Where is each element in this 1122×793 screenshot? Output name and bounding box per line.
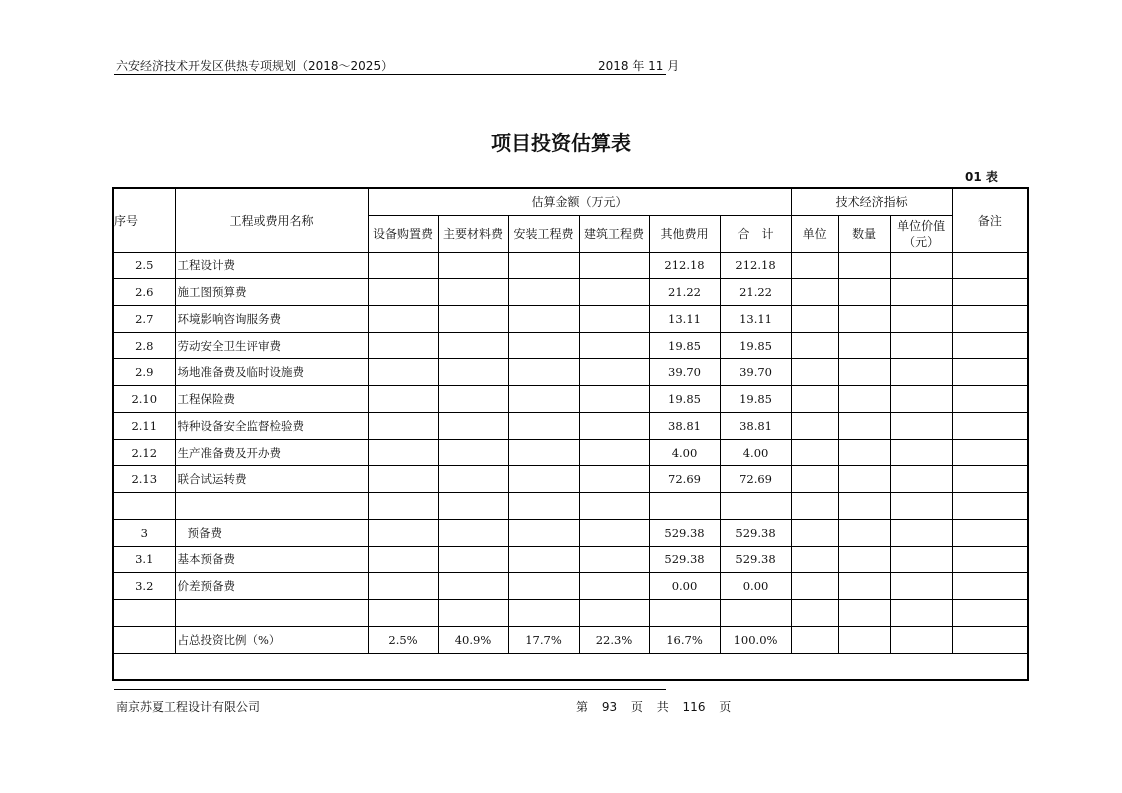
row-seq: 2.7 [113, 305, 175, 332]
column-header-unit-value: 单位价值（元） [890, 215, 952, 252]
row-construction [579, 386, 649, 413]
row-remark [952, 252, 1028, 279]
table-row [113, 600, 1028, 627]
row-installation [508, 359, 579, 386]
row-unit-value [890, 279, 952, 306]
row-other-fees [649, 600, 720, 627]
row-unit-value [890, 439, 952, 466]
table-row [113, 466, 1028, 493]
ratio-construction: 22.3% [579, 626, 649, 653]
row-quantity [838, 332, 890, 359]
row-other-fees: 21.22 [649, 279, 720, 306]
column-header-materials: 主要材料费 [438, 215, 508, 252]
investment-estimate-table [112, 187, 1029, 681]
row-quantity [838, 600, 890, 627]
row-materials [438, 412, 508, 439]
row-unit-value [890, 600, 952, 627]
row-materials [438, 439, 508, 466]
header-date: 2018 年 11 月 [598, 59, 680, 73]
row-construction [579, 573, 649, 600]
table-row [113, 519, 1028, 546]
row-other-fees [649, 493, 720, 520]
row-unit [791, 252, 838, 279]
row-other-fees: 19.85 [649, 332, 720, 359]
column-header-unit: 单位 [791, 215, 838, 252]
row-equipment [368, 519, 438, 546]
row-unit [791, 600, 838, 627]
row-seq: 2.9 [113, 359, 175, 386]
row-unit [791, 412, 838, 439]
row-equipment [368, 493, 438, 520]
row-materials [438, 519, 508, 546]
row-name: 预备费 [175, 519, 368, 546]
row-construction [579, 466, 649, 493]
row-remark [952, 279, 1028, 306]
row-materials [438, 359, 508, 386]
column-header-total: 合 计 [720, 215, 791, 252]
row-other-fees: 0.00 [649, 573, 720, 600]
row-total: 0.00 [720, 573, 791, 600]
row-total: 39.70 [720, 359, 791, 386]
row-remark [952, 546, 1028, 573]
row-name: 环境影响咨询服务费 [175, 305, 368, 332]
column-group-tech-index: 技术经济指标 [791, 188, 952, 215]
row-remark [952, 386, 1028, 413]
row-installation [508, 305, 579, 332]
table-row [113, 386, 1028, 413]
row-quantity [838, 573, 890, 600]
ratio-row-seq [113, 626, 175, 653]
row-unit-value [890, 493, 952, 520]
row-construction [579, 600, 649, 627]
row-total: 21.22 [720, 279, 791, 306]
row-unit-value [890, 466, 952, 493]
row-materials [438, 252, 508, 279]
row-materials [438, 305, 508, 332]
row-equipment [368, 386, 438, 413]
row-seq [113, 600, 175, 627]
row-unit [791, 386, 838, 413]
row-installation [508, 493, 579, 520]
row-quantity [838, 279, 890, 306]
row-name: 施工图预算费 [175, 279, 368, 306]
row-other-fees: 212.18 [649, 252, 720, 279]
row-unit [791, 493, 838, 520]
row-construction [579, 252, 649, 279]
row-quantity [838, 546, 890, 573]
row-unit-value [890, 332, 952, 359]
row-installation [508, 252, 579, 279]
row-seq: 2.13 [113, 466, 175, 493]
row-materials [438, 332, 508, 359]
row-quantity [838, 412, 890, 439]
row-seq: 2.5 [113, 252, 175, 279]
row-name: 劳动安全卫生评审费 [175, 332, 368, 359]
ratio-unit-value [890, 626, 952, 653]
row-name: 基本预备费 [175, 546, 368, 573]
column-header-equipment: 设备购置费 [368, 215, 438, 252]
row-materials [438, 279, 508, 306]
table-row [113, 279, 1028, 306]
row-materials [438, 573, 508, 600]
row-installation [508, 546, 579, 573]
table-row [113, 332, 1028, 359]
row-unit-value [890, 359, 952, 386]
row-materials [438, 386, 508, 413]
row-construction [579, 493, 649, 520]
ratio-row [113, 626, 1028, 653]
row-seq: 2.6 [113, 279, 175, 306]
column-header-remark: 备注 [952, 188, 1028, 252]
row-equipment [368, 600, 438, 627]
row-seq: 2.10 [113, 386, 175, 413]
row-construction [579, 439, 649, 466]
row-quantity [838, 466, 890, 493]
row-quantity [838, 519, 890, 546]
ratio-equipment: 2.5% [368, 626, 438, 653]
row-unit [791, 466, 838, 493]
row-installation [508, 573, 579, 600]
header-document-title: 六安经济技术开发区供热专项规划（2018～2025） [116, 59, 394, 73]
column-header-construction: 建筑工程费 [579, 215, 649, 252]
row-total: 13.11 [720, 305, 791, 332]
table-number: 01 表 [965, 170, 998, 184]
row-installation [508, 466, 579, 493]
column-group-amount: 估算金额（万元） [368, 188, 791, 215]
row-quantity [838, 359, 890, 386]
row-remark [952, 332, 1028, 359]
row-seq: 2.11 [113, 412, 175, 439]
row-construction [579, 519, 649, 546]
ratio-row-label: 占总投资比例（%） [175, 626, 368, 653]
column-header-name: 工程或费用名称 [175, 188, 368, 252]
ratio-unit [791, 626, 838, 653]
row-remark [952, 466, 1028, 493]
table-row-blank-final [113, 653, 1028, 680]
column-header-installation: 安装工程费 [508, 215, 579, 252]
row-name: 联合试运转费 [175, 466, 368, 493]
ratio-total: 100.0% [720, 626, 791, 653]
table-row [113, 252, 1028, 279]
row-remark [952, 359, 1028, 386]
row-construction [579, 359, 649, 386]
row-other-fees: 19.85 [649, 386, 720, 413]
row-total: 19.85 [720, 386, 791, 413]
row-installation [508, 412, 579, 439]
row-equipment [368, 332, 438, 359]
table-row [113, 493, 1028, 520]
row-equipment [368, 279, 438, 306]
row-construction [579, 546, 649, 573]
row-equipment [368, 573, 438, 600]
page-title: 项目投资估算表 [491, 131, 631, 155]
row-other-fees: 529.38 [649, 519, 720, 546]
row-total: 529.38 [720, 519, 791, 546]
row-unit-value [890, 546, 952, 573]
row-unit [791, 546, 838, 573]
footer-page-number: 第 93 页 [576, 700, 643, 714]
row-equipment [368, 305, 438, 332]
row-remark [952, 305, 1028, 332]
row-unit-value [890, 519, 952, 546]
row-construction [579, 279, 649, 306]
row-name [175, 493, 368, 520]
row-equipment [368, 252, 438, 279]
row-total: 4.00 [720, 439, 791, 466]
footer-divider [114, 689, 666, 690]
row-materials [438, 466, 508, 493]
row-unit-value [890, 252, 952, 279]
row-materials [438, 493, 508, 520]
row-total: 529.38 [720, 546, 791, 573]
row-construction [579, 305, 649, 332]
row-total [720, 600, 791, 627]
row-seq: 3 [113, 519, 175, 546]
row-unit [791, 332, 838, 359]
row-other-fees: 13.11 [649, 305, 720, 332]
table-row [113, 305, 1028, 332]
table-row [113, 359, 1028, 386]
row-remark [952, 412, 1028, 439]
ratio-quantity [838, 626, 890, 653]
row-quantity [838, 305, 890, 332]
row-seq: 3.2 [113, 573, 175, 600]
row-unit [791, 439, 838, 466]
row-remark [952, 519, 1028, 546]
row-construction [579, 332, 649, 359]
row-other-fees: 39.70 [649, 359, 720, 386]
row-equipment [368, 466, 438, 493]
row-total: 212.18 [720, 252, 791, 279]
row-unit [791, 519, 838, 546]
row-name: 价差预备费 [175, 573, 368, 600]
row-equipment [368, 412, 438, 439]
row-equipment [368, 546, 438, 573]
row-remark [952, 600, 1028, 627]
table-row [113, 439, 1028, 466]
row-unit-value [890, 573, 952, 600]
row-name: 特种设备安全监督检验费 [175, 412, 368, 439]
row-remark [952, 493, 1028, 520]
footer-company: 南京苏夏工程设计有限公司 [116, 700, 261, 714]
ratio-installation: 17.7% [508, 626, 579, 653]
table-row [113, 573, 1028, 600]
row-quantity [838, 493, 890, 520]
row-materials [438, 546, 508, 573]
row-remark [952, 439, 1028, 466]
row-name: 场地准备费及临时设施费 [175, 359, 368, 386]
footer-page-info [576, 698, 731, 715]
row-remark [952, 573, 1028, 600]
row-unit-value [890, 412, 952, 439]
ratio-materials: 40.9% [438, 626, 508, 653]
row-materials [438, 600, 508, 627]
row-equipment [368, 439, 438, 466]
table-body [113, 252, 1028, 626]
row-seq: 2.12 [113, 439, 175, 466]
blank-cell [113, 653, 1028, 680]
column-header-quantity: 数量 [838, 215, 890, 252]
row-installation [508, 519, 579, 546]
row-unit [791, 279, 838, 306]
column-header-other-fees: 其他费用 [649, 215, 720, 252]
row-name: 工程保险费 [175, 386, 368, 413]
row-name [175, 600, 368, 627]
row-installation [508, 439, 579, 466]
row-other-fees: 529.38 [649, 546, 720, 573]
row-seq: 2.8 [113, 332, 175, 359]
row-total: 72.69 [720, 466, 791, 493]
row-quantity [838, 252, 890, 279]
row-unit-value [890, 305, 952, 332]
row-seq [113, 493, 175, 520]
row-installation [508, 600, 579, 627]
footer-total-pages: 共 116 页 [656, 700, 732, 714]
row-name: 工程设计费 [175, 252, 368, 279]
row-quantity [838, 439, 890, 466]
row-unit-value [890, 386, 952, 413]
row-construction [579, 412, 649, 439]
row-total: 19.85 [720, 332, 791, 359]
header-divider [114, 74, 666, 75]
table-row [113, 546, 1028, 573]
row-total: 38.81 [720, 412, 791, 439]
row-other-fees: 38.81 [649, 412, 720, 439]
row-equipment [368, 359, 438, 386]
row-installation [508, 332, 579, 359]
row-other-fees: 4.00 [649, 439, 720, 466]
row-installation [508, 386, 579, 413]
row-name: 生产准备费及开办费 [175, 439, 368, 466]
row-unit [791, 573, 838, 600]
row-seq: 3.1 [113, 546, 175, 573]
row-installation [508, 279, 579, 306]
table-row [113, 412, 1028, 439]
row-quantity [838, 386, 890, 413]
row-total [720, 493, 791, 520]
row-unit [791, 305, 838, 332]
column-header-seq: 序号 [113, 188, 175, 252]
ratio-other-fees: 16.7% [649, 626, 720, 653]
row-other-fees: 72.69 [649, 466, 720, 493]
ratio-remark [952, 626, 1028, 653]
row-unit [791, 359, 838, 386]
